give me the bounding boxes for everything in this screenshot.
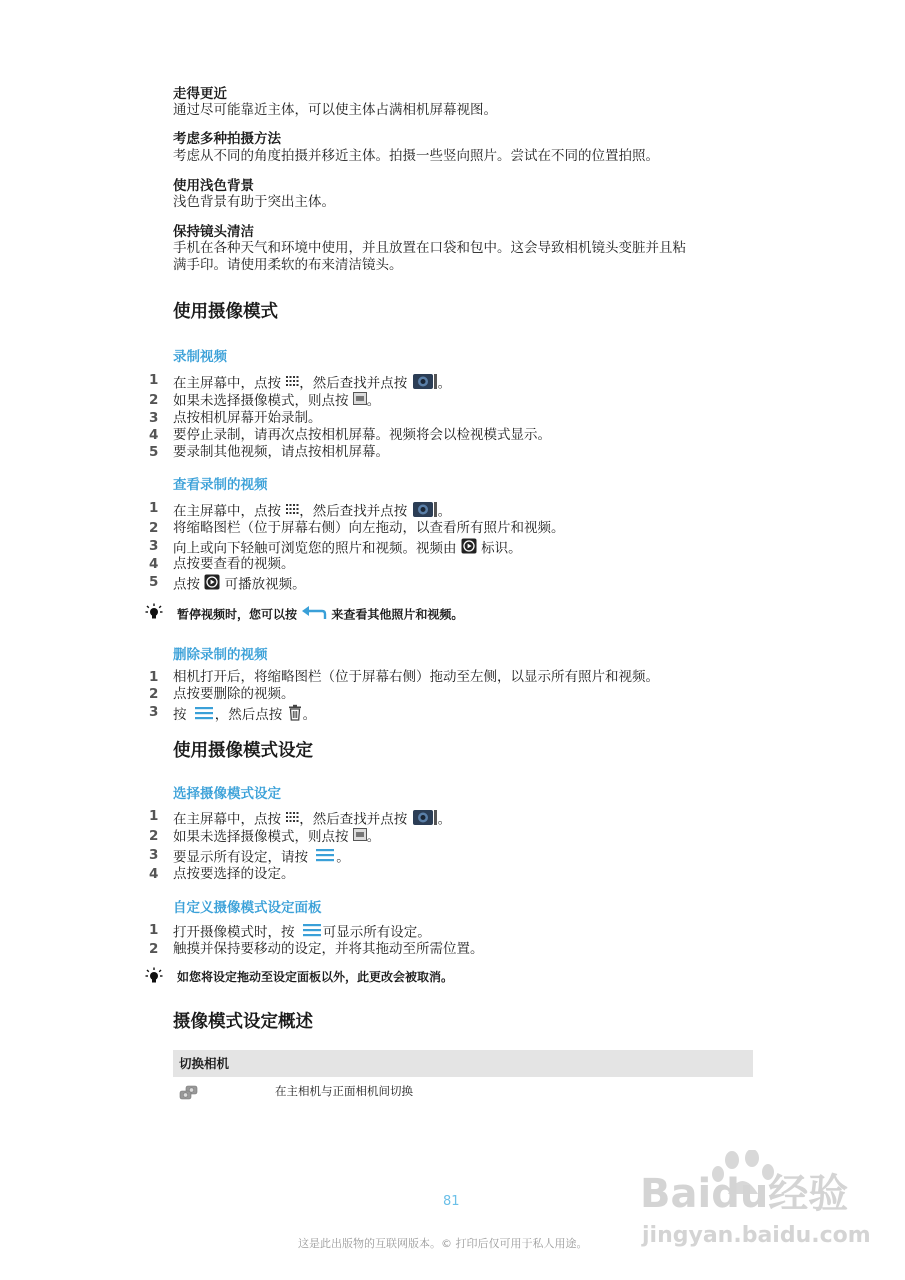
- step-text: 。: [366, 393, 381, 409]
- step-text: 打开摄像模式时，按: [173, 924, 295, 941]
- apps-grid-icon: [285, 375, 299, 392]
- step-number: 5: [149, 444, 159, 460]
- video-mode-icon: [353, 392, 367, 410]
- tip-title-closer: 走得更近: [173, 86, 227, 102]
- step-number: 2: [149, 392, 159, 408]
- step-text: 在主屏幕中，点按: [173, 503, 281, 520]
- step-text: ，然后查找并点按: [299, 375, 408, 392]
- step-delete-2: 点按要删除的视频。: [173, 686, 295, 702]
- step-number: 2: [149, 828, 159, 844]
- step-record-2: [173, 392, 380, 410]
- step-text: 向上或向下轻触可浏览您的照片和视频。视频由: [173, 540, 457, 557]
- step-record-5: 要录制其他视频，请点按相机屏幕。: [173, 444, 389, 460]
- switch-camera-icon: [178, 1084, 200, 1106]
- step-text: 在主屏幕中，点按: [173, 811, 281, 828]
- tip-note-pause: [177, 605, 463, 625]
- tip-text-clean-lens-2: 满手印。请使用柔软的布来清洁镜头。: [173, 257, 403, 273]
- section-title-video-mode: 使用摄像模式: [173, 302, 278, 322]
- subsection-title-customize-panel: 自定义摄像模式设定面板: [173, 900, 322, 916]
- tip-title-clean-lens: 保持镜头清洁: [173, 224, 254, 240]
- step-text: 点按: [173, 576, 200, 593]
- tip-title-background: 使用浅色背景: [173, 178, 254, 194]
- subsection-title-select-settings: 选择摄像模式设定: [173, 786, 281, 802]
- camera-icon: [412, 808, 438, 831]
- step-number: 2: [149, 686, 159, 702]
- step-text: 。: [437, 503, 452, 520]
- step-text: 按: [173, 707, 187, 723]
- step-view-2: 将缩略图栏（位于屏幕右侧）向左拖动，以查看所有照片和视频。: [173, 520, 565, 536]
- step-text: 。: [437, 811, 452, 828]
- step-number: 3: [149, 538, 159, 554]
- trash-icon: [287, 704, 303, 726]
- note-text: 来查看其他照片和视频。: [331, 607, 464, 622]
- menu-icon: [312, 847, 336, 868]
- camera-icon: [412, 372, 438, 395]
- step-number: 1: [149, 669, 159, 685]
- table-header-row: [173, 1050, 753, 1077]
- step-view-4: 点按要查看的视频。: [173, 556, 295, 572]
- step-select-3: [173, 847, 350, 868]
- step-text: 可播放视频。: [224, 576, 306, 593]
- tip-text-closer: 通过尽可能靠近主体，可以使主体占满相机屏幕视图。: [173, 102, 497, 118]
- step-number: 4: [149, 556, 159, 572]
- step-text: 。: [366, 829, 381, 845]
- footer-notice: 这是此出版物的互联网版本。© 打印后仅可用于私人用途。: [298, 1237, 588, 1250]
- step-number: 1: [149, 808, 159, 824]
- section-title-settings-overview: 摄像模式设定概述: [173, 1012, 313, 1032]
- baidu-logo-text: Baidu经验: [640, 1171, 849, 1217]
- note-text: 暂停视频时，您可以按: [177, 607, 298, 622]
- video-mode-icon: [353, 828, 367, 846]
- step-record-3: 点按相机屏幕开始录制。: [173, 410, 322, 426]
- step-text: ，然后查找并点按: [299, 811, 408, 828]
- menu-icon: [299, 922, 323, 943]
- tip-bulb-icon: [145, 967, 163, 989]
- step-number: 4: [149, 866, 159, 882]
- step-number: 2: [149, 941, 159, 957]
- subsection-title-delete: 删除录制的视频: [173, 647, 268, 663]
- apps-grid-icon: [285, 503, 299, 520]
- tip-text-clean-lens-1: 手机在各种天气和环境中使用，并且放置在口袋和包中。这会导致相机镜头变脏并且粘: [173, 240, 686, 256]
- subsection-title-view: 查看录制的视频: [173, 477, 268, 493]
- baidu-watermark: [640, 1150, 870, 1260]
- table-cell-switch-camera-desc: 在主相机与正面相机间切换: [275, 1084, 413, 1098]
- step-text: ，然后查找并点按: [299, 503, 408, 520]
- step-delete-1: 相机打开后，将缩略图栏（位于屏幕右侧）拖动至左侧，以显示所有照片和视频。: [173, 669, 659, 685]
- menu-icon: [191, 705, 215, 726]
- tip-text-background: 浅色背景有助于突出主体。: [173, 194, 335, 210]
- tip-title-angles: 考虑多种拍摄方法: [173, 131, 281, 147]
- baidu-url: jingyan.baidu.com: [642, 1223, 871, 1248]
- section-title-video-settings: 使用摄像模式设定: [173, 741, 313, 761]
- subsection-title-record: 录制视频: [173, 349, 227, 365]
- step-text: 。: [437, 375, 452, 392]
- step-number: 1: [149, 372, 159, 388]
- play-icon: [204, 574, 220, 595]
- step-number: 5: [149, 574, 159, 590]
- step-customize-1: [173, 922, 431, 943]
- step-number: 3: [149, 847, 159, 863]
- step-number: 4: [149, 427, 159, 443]
- step-text: 可显示所有设定。: [322, 924, 431, 941]
- tip-bulb-icon: [145, 603, 163, 625]
- step-select-2: [173, 828, 380, 846]
- step-number: 3: [149, 704, 159, 720]
- tip-text-angles: 考虑从不同的角度拍摄并移近主体。拍摄一些竖向照片。尝试在不同的位置拍照。: [173, 148, 659, 164]
- step-text: 要显示所有设定，请按: [173, 849, 308, 866]
- step-number: 1: [149, 922, 159, 938]
- step-text: 如果未选择摄像模式，则点按: [173, 393, 349, 409]
- back-arrow-icon: [301, 605, 327, 625]
- table-header-switch-camera: 切换相机: [179, 1056, 230, 1071]
- step-customize-2: 触摸并保持要移动的设定，并将其拖动至所需位置。: [173, 941, 484, 957]
- step-number: 3: [149, 410, 159, 426]
- step-record-4: 要停止录制，请再次点按相机屏幕。视频将会以检视模式显示。: [173, 427, 551, 443]
- step-number: 1: [149, 500, 159, 516]
- step-text: 在主屏幕中，点按: [173, 375, 281, 392]
- apps-grid-icon: [285, 811, 299, 828]
- step-text: 如果未选择摄像模式，则点按: [173, 829, 349, 845]
- step-select-4: 点按要选择的设定。: [173, 866, 295, 882]
- page-number: 81: [443, 1194, 460, 1209]
- step-text: 标识。: [481, 540, 522, 557]
- step-view-5: [173, 574, 306, 595]
- tip-note-drag-out: 如您将设定拖动至设定面板以外，此更改会被取消。: [177, 970, 454, 984]
- step-text: 。: [302, 707, 317, 723]
- step-text: 。: [336, 849, 350, 866]
- play-icon: [461, 538, 477, 559]
- step-number: 2: [149, 520, 159, 536]
- step-delete-3: [173, 704, 316, 726]
- step-text: ，然后点按: [214, 707, 283, 723]
